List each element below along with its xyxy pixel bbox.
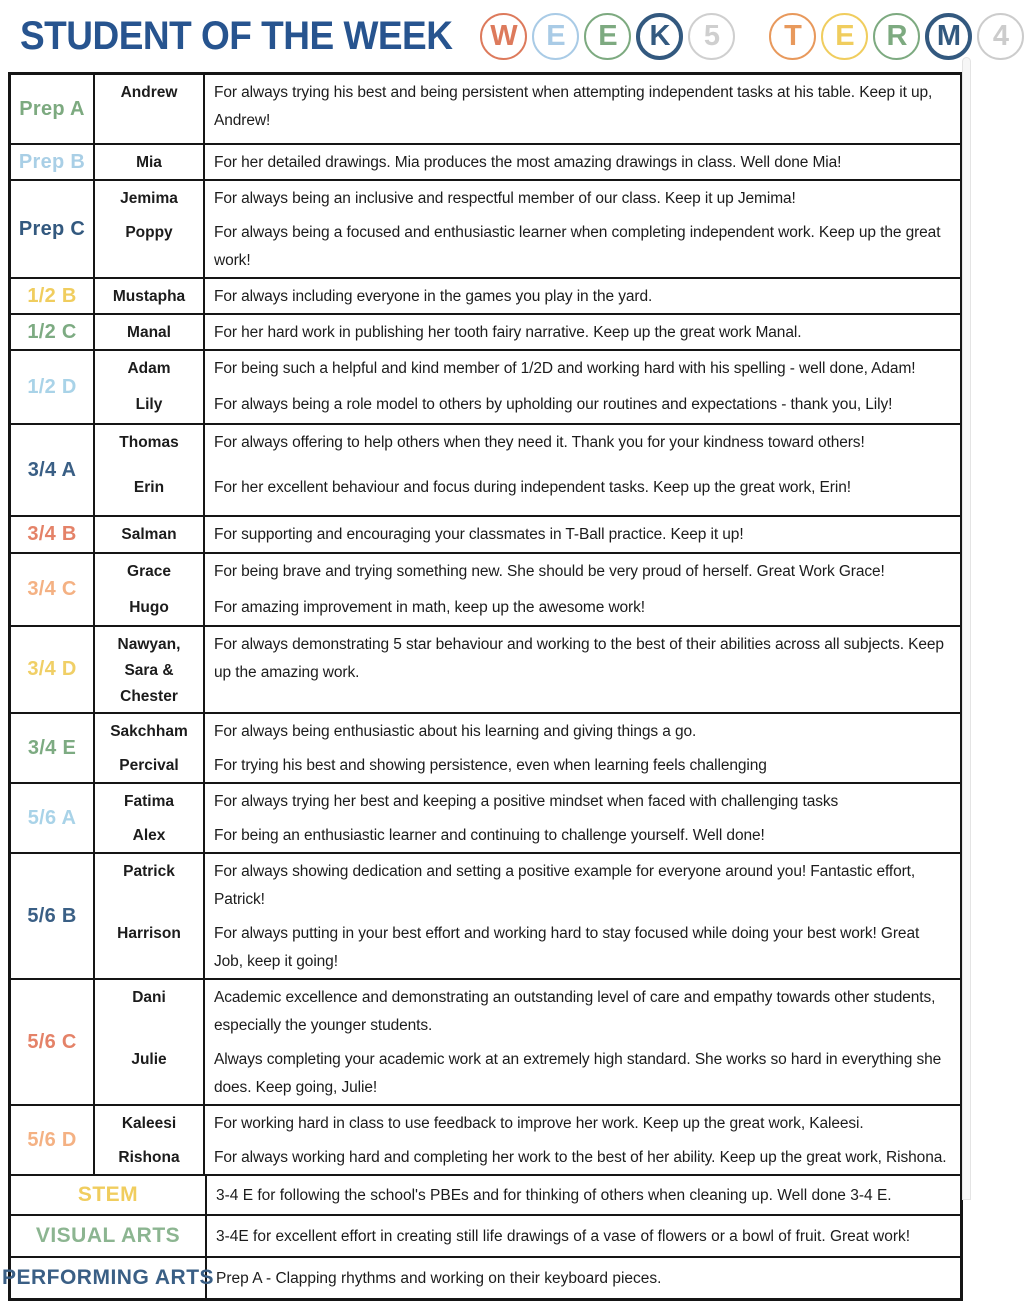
- class-name: 5/6 D: [11, 1106, 95, 1174]
- class-row-content: [95, 351, 960, 423]
- award-text: For always being an inclusive and respectful member of our class. Keep it up Jemima!: [214, 190, 796, 207]
- term_badge-letter-0: T: [769, 13, 816, 60]
- subject-row: [11, 1174, 960, 1214]
- week-term-badges: [480, 13, 1024, 60]
- term_badge-letter-4: 4: [977, 13, 1024, 60]
- subject-row: [1, 1256, 960, 1298]
- class-name: 3/4 B: [11, 517, 95, 552]
- subject-name: PERFORMING ARTS: [11, 1258, 207, 1298]
- student-entry: [95, 1140, 960, 1174]
- subject-award-text: 3-4 E for following the school's PBEs and for thinking of others when cleaning up. Well done 3-4 E.: [216, 1187, 892, 1204]
- student-name: Rishona: [95, 1140, 205, 1174]
- class-name: 1/2 B: [11, 279, 95, 313]
- award-text: Always completing your academic work at an extremely high standard. She works so hard in everything she does. Keep going, Julie!: [214, 1051, 942, 1096]
- student-name: Poppy: [95, 215, 205, 277]
- class-row-content: [95, 627, 960, 712]
- student-entry: [95, 1042, 960, 1104]
- class-name: Prep C: [11, 181, 95, 277]
- class-row-content: [95, 980, 960, 1104]
- class-row-content: [95, 279, 960, 313]
- class-row-content: [95, 714, 960, 782]
- student-name: Mia: [95, 145, 205, 179]
- window-scrollbar[interactable]: [962, 57, 971, 1200]
- student-entry: [95, 517, 960, 552]
- class-name: 5/6 A: [11, 784, 95, 852]
- award-text: For working hard in class to use feedback to improve her work. Keep up the great work, Kaleesi.: [214, 1115, 864, 1132]
- week_badge-letter-1: E: [532, 13, 579, 60]
- student-entry: [95, 470, 960, 515]
- class-name: 1/2 C: [11, 315, 95, 349]
- student-name: Percival: [95, 748, 205, 782]
- class-name: 1/2 D: [11, 351, 95, 423]
- class-row-content: [95, 1106, 960, 1174]
- award-text: For amazing improvement in math, keep up the awesome work!: [214, 598, 645, 616]
- class-row-content: [95, 315, 960, 349]
- student-entry: [95, 145, 960, 179]
- student-name: Alex: [95, 818, 205, 852]
- class-row-content: [95, 784, 960, 852]
- class-row-content: [95, 145, 960, 179]
- student-entry: [95, 387, 960, 423]
- student-name: Thomas: [95, 425, 205, 470]
- award-text: For supporting and encouraging your classmates in T-Ball practice. Keep it up!: [214, 526, 744, 543]
- subject-award-text: 3-4E for excellent effort in creating still life drawings of a vase of flowers or a bowl of fruit. Great work!: [216, 1228, 911, 1245]
- class-row: [11, 277, 960, 313]
- student-name: Kaleesi: [95, 1106, 205, 1140]
- term_badge-letter-3: M: [925, 13, 972, 60]
- class-name: Prep A: [11, 75, 95, 143]
- subject-name: VISUAL ARTS: [11, 1216, 207, 1256]
- award-text: For always being a focused and enthusiastic learner when completing independent work. Keep up the great work!: [214, 224, 941, 269]
- award-text: Academic excellence and demonstrating an outstanding level of care and empathy towards other students, especially the younger students.: [214, 989, 936, 1034]
- student-name: Jemima: [95, 181, 205, 215]
- week_badge-letter-0: W: [480, 13, 527, 60]
- student-entry: [95, 748, 960, 782]
- student-name: Harrison: [95, 916, 205, 978]
- student-name: Andrew: [95, 75, 205, 143]
- class-row-content: [95, 554, 960, 625]
- student-name: Erin: [95, 470, 205, 515]
- class-name: 3/4 E: [11, 714, 95, 782]
- award-text: For being such a helpful and kind member of 1/2D and working hard with his spelling - well done, Adam!: [214, 360, 916, 377]
- class-name: 5/6 C: [11, 980, 95, 1104]
- student-entry: [95, 1106, 960, 1140]
- award-text: For her detailed drawings. Mia produces the most amazing drawings in class. Well done Mia!: [214, 154, 842, 171]
- class-row: [11, 978, 960, 1104]
- class-row-content: [95, 75, 960, 143]
- class-row: [11, 143, 960, 179]
- award-text: For always trying his best and being persistent when attempting independent tasks at his table. Keep it up, Andrew!: [214, 84, 933, 129]
- subject-award-text: Prep A - Clapping rhythms and working on their keyboard pieces.: [216, 1270, 662, 1287]
- student-entry: [95, 315, 960, 349]
- subject-row: [11, 1214, 960, 1256]
- class-row: [11, 515, 960, 552]
- student-name: Fatima: [95, 784, 205, 818]
- class-name: 3/4 A: [11, 425, 95, 515]
- student-entry: [95, 75, 960, 143]
- award-text: For always being enthusiastic about his learning and giving things a go.: [214, 723, 697, 740]
- student-of-week-table: [1, 72, 963, 1301]
- student-entry: [95, 351, 960, 387]
- student-name: Julie: [95, 1042, 205, 1104]
- award-text: For her hard work in publishing her tooth fairy narrative. Keep up the great work Manal.: [214, 324, 802, 341]
- award-text: For being brave and trying something new. She should be very proud of herself. Great Work Grace!: [214, 563, 885, 580]
- student-entry: [95, 215, 960, 277]
- student-entry: [95, 279, 960, 313]
- week_badge-letter-3: K: [636, 13, 683, 60]
- term_badge-letter-1: E: [821, 13, 868, 60]
- subject-name: STEM: [11, 1176, 207, 1214]
- student-entry: [95, 590, 960, 626]
- class-name: 5/6 B: [11, 854, 95, 978]
- award-text: For always demonstrating 5 star behaviour and working to the best of their abilities across all subjects. Keep up the amazing work.: [214, 636, 944, 681]
- student-name: Mustapha: [95, 279, 205, 313]
- student-name: Nawyan, Sara & Chester: [95, 627, 205, 712]
- class-row: [11, 852, 960, 978]
- week_badge-letter-2: E: [584, 13, 631, 60]
- award-text: For always being a role model to others by upholding our routines and expectations - thank you, Lily!: [214, 396, 893, 413]
- class-name: 3/4 D: [11, 627, 95, 712]
- student-name: Manal: [95, 315, 205, 349]
- class-row-content: [95, 517, 960, 552]
- page-header: [0, 0, 1010, 66]
- class-name: 3/4 C: [11, 554, 95, 625]
- class-row-content: [95, 854, 960, 978]
- award-text: For always showing dedication and setting a positive example for everyone around you! Fantastic effort, Patrick!: [214, 863, 916, 908]
- student-name: Sakchham: [95, 714, 205, 748]
- term_badge-letter-2: R: [873, 13, 920, 60]
- class-row: [11, 313, 960, 349]
- class-row-content: [95, 181, 960, 277]
- student-entry: [95, 818, 960, 852]
- class-row: [11, 712, 960, 782]
- class-row: [11, 349, 960, 423]
- award-text: For her excellent behaviour and focus during independent tasks. Keep up the great work, Erin!: [214, 479, 851, 496]
- student-name: Hugo: [95, 590, 205, 626]
- award-text: For trying his best and showing persistence, even when learning feels challenging: [214, 757, 767, 774]
- student-entry: [95, 980, 960, 1042]
- student-name: Lily: [95, 387, 205, 423]
- class-row: [11, 75, 960, 143]
- class-row-content: [95, 425, 960, 515]
- award-text: For always trying her best and keeping a positive mindset when faced with challenging tasks: [214, 793, 839, 810]
- award-text: For always offering to help others when they need it. Thank you for your kindness toward others!: [214, 434, 865, 451]
- award-text: For always putting in your best effort and working hard to stay focused while doing your best work! Great Job, keep it going!: [214, 925, 920, 970]
- student-entry: [95, 627, 960, 712]
- student-entry: [95, 714, 960, 748]
- award-text: For being an enthusiastic learner and continuing to challenge yourself. Well done!: [214, 827, 765, 844]
- class-name: Prep B: [11, 145, 95, 179]
- student-name: Dani: [95, 980, 205, 1042]
- week_badge-letter-4: 5: [688, 13, 735, 60]
- student-entry: [95, 784, 960, 818]
- class-row: [11, 1104, 960, 1174]
- student-name: Salman: [95, 517, 205, 552]
- class-row: [11, 552, 960, 625]
- student-entry: [95, 916, 960, 978]
- class-row: [11, 782, 960, 852]
- student-name: Adam: [95, 351, 205, 387]
- class-row: [11, 423, 960, 515]
- page-title: STUDENT OF THE WEEK: [20, 13, 453, 58]
- student-entry: [95, 425, 960, 470]
- class-row: [11, 625, 960, 712]
- award-text: For always including everyone in the games you play in the yard.: [214, 288, 653, 305]
- class-row: [11, 179, 960, 277]
- student-entry: [95, 854, 960, 916]
- student-name: Patrick: [95, 854, 205, 916]
- student-name: Grace: [95, 554, 205, 590]
- award-text: For always working hard and completing her work to the best of her ability. Keep up the great work, Rishona.: [214, 1149, 947, 1166]
- student-entry: [95, 181, 960, 215]
- student-entry: [95, 554, 960, 590]
